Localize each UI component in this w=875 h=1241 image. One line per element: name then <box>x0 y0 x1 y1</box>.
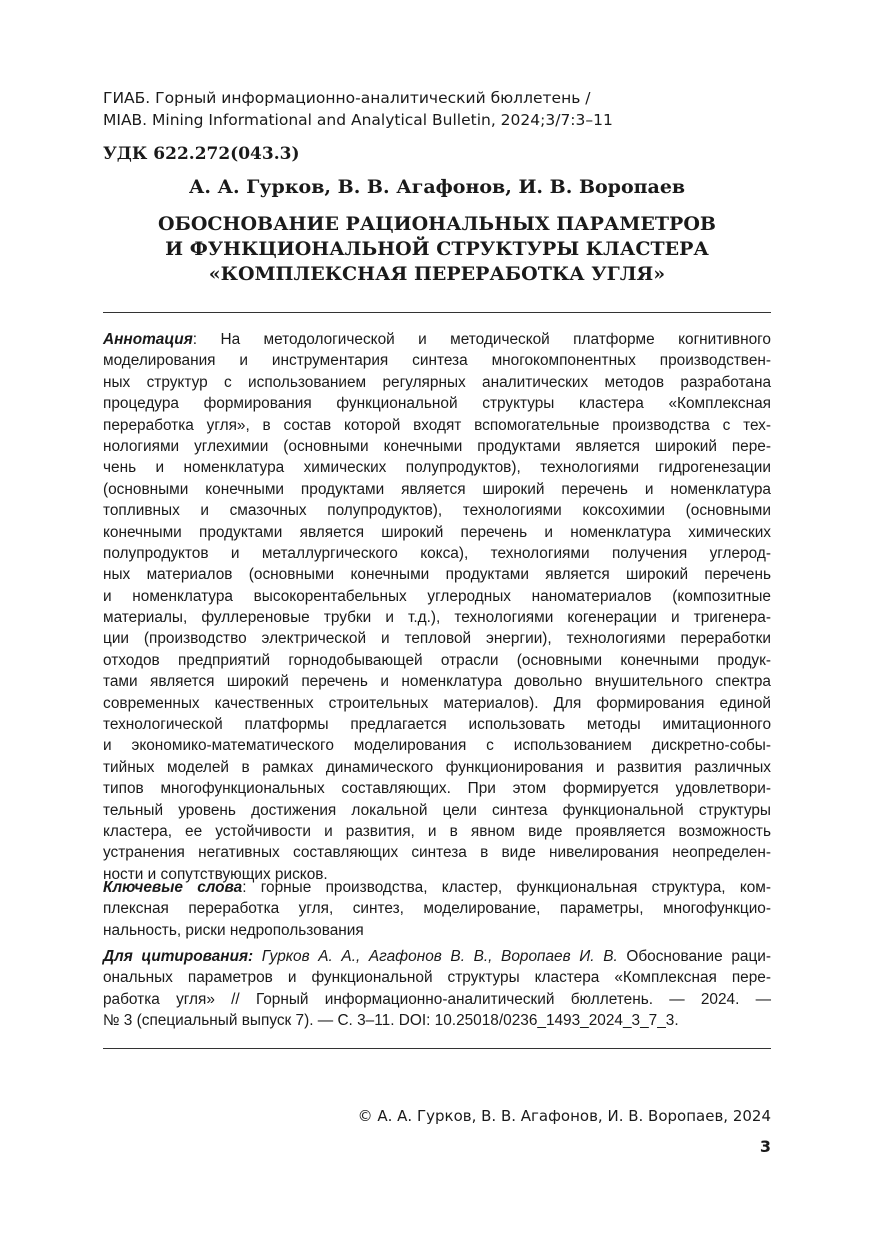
citation-authors: Гурков А. А., Агафонов В. В., Воропаев И. В. <box>253 948 618 965</box>
citation <box>103 946 771 1032</box>
article-title <box>103 212 771 287</box>
keywords <box>103 877 771 941</box>
abstract-line: материалы, фуллереновые трубки и т.д.), технологиями когенерации и тригенера- <box>103 609 771 627</box>
abstract-line: чень и номенклатура химических полупродуктов), технологиями гидрогенезации <box>103 459 771 477</box>
journal-header <box>103 87 783 131</box>
abstract-line: переработка угля», в состав которой входят вспомогательные производства с тех- <box>103 416 771 434</box>
abstract-line: современных качественных строительных материалов). Для формирования единой <box>103 694 771 712</box>
abstract-line: технологической платформы предлагается использовать методы имитационного <box>103 716 771 734</box>
abstract-line: ции (производство электрической и тепловой энергии), технологиями переработки <box>103 630 771 648</box>
abstract-text: : На методологической и методической платформе когнитивного <box>192 331 771 348</box>
abstract-line: (основными конечными продуктами является широкий перечень и номенклатура <box>103 480 771 498</box>
udc-code: УДК 622.272(043.3) <box>103 144 300 164</box>
abstract-line: ности и сопутствующих рисков. <box>103 865 328 883</box>
abstract-line: устранения негативных составляющих синтеза в виде нивелирования неопределен- <box>103 844 771 862</box>
citation-line: № 3 (специальный выпуск 7). — С. 3–11. DOI: 10.25018/0236_1493_2024_3_7_3. <box>103 1012 679 1030</box>
abstract-line: ных материалов (основными конечными продуктами является широкий перечень <box>103 566 771 584</box>
abstract-line: топливных и смазочных полупродуктов), технологиями коксохимии (основными <box>103 502 771 520</box>
abstract-line: кластера, ее устойчивости и развития, и в явном виде проявляется возможность <box>103 822 771 840</box>
citation-line: работка угля» // Горный информационно-аналитический бюллетень. — 2024. — <box>103 990 771 1008</box>
top-divider <box>103 312 771 313</box>
abstract-line: тами является широкий перечень и номенклатура довольно внушительного спектра <box>103 673 771 691</box>
abstract-line: полупродуктов и металлургического кокса), технологиями получения углерод- <box>103 544 771 562</box>
abstract-line <box>103 329 771 350</box>
abstract-line: нологиями углехимии (основными конечными продуктами является широкий пере- <box>103 437 771 455</box>
abstract-line: и номенклатура высокорентабельных углеродных наноматериалов (композитные <box>103 587 771 605</box>
copyright: © А. А. Гурков, В. В. Агафонов, И. В. Воропаев, 2024 <box>357 1107 771 1125</box>
keywords-label: Ключевые слова <box>103 879 243 896</box>
abstract-line: конечными продуктами является широкий перечень и номенклатура химических <box>103 523 771 541</box>
citation-line <box>103 946 771 967</box>
keywords-line: плексная переработка угля, синтез, моделирование, параметры, многофункцио- <box>103 900 771 918</box>
abstract-line: и экономико-математического моделирования с использованием дискретно-собы- <box>103 737 771 755</box>
title-line: «КОМПЛЕКСНАЯ ПЕРЕРАБОТКА УГЛЯ» <box>208 263 666 285</box>
authors: А. А. Гурков, В. В. Агафонов, И. В. Воропаев <box>188 176 686 198</box>
citation-label: Для цитирования: <box>103 948 254 965</box>
keywords-text: : горные производства, кластер, функциональная структура, ком- <box>242 879 772 896</box>
abstract-line: ных структур с использованием регулярных аналитических методов разработана <box>103 373 771 391</box>
journal-line-en: MIAB. Mining Informational and Analytical Bulletin, 2024;3/7:3–11 <box>103 111 613 129</box>
abstract-line: моделирования и инструментария синтеза многокомпонентных производствен- <box>103 352 771 370</box>
journal-line-ru: ГИАБ. Горный информационно-аналитический бюллетень / <box>103 89 591 107</box>
citation-line: ональных параметров и функциональной структуры кластера «Комплексная пере- <box>103 969 771 987</box>
abstract-label: Аннотация <box>103 331 193 348</box>
keywords-line: нальность, риски недропользования <box>103 921 364 939</box>
abstract-line: тийных моделей в рамках динамического функционирования и развития различных <box>103 758 771 776</box>
bottom-divider <box>103 1048 771 1049</box>
keywords-line <box>103 877 771 898</box>
abstract-line: процедура формирования функциональной структуры кластера «Комплексная <box>103 395 771 413</box>
citation-text: Обоснование раци- <box>617 948 771 965</box>
title-line: И ФУНКЦИОНАЛЬНОЙ СТРУКТУРЫ КЛАСТЕРА <box>165 238 709 260</box>
abstract-line: отходов предприятий горнодобывающей отрасли (основными конечными продук- <box>103 651 771 669</box>
abstract-line: тельный уровень достижения локальной цели синтеза функциональной структуры <box>103 801 771 819</box>
abstract-line: типов многофункциональных составляющих. При этом формируется удовлетвори- <box>103 780 771 798</box>
page-number: 3 <box>759 1137 771 1156</box>
title-line: ОБОСНОВАНИЕ РАЦИОНАЛЬНЫХ ПАРАМЕТРОВ <box>158 213 716 235</box>
abstract <box>103 329 771 885</box>
